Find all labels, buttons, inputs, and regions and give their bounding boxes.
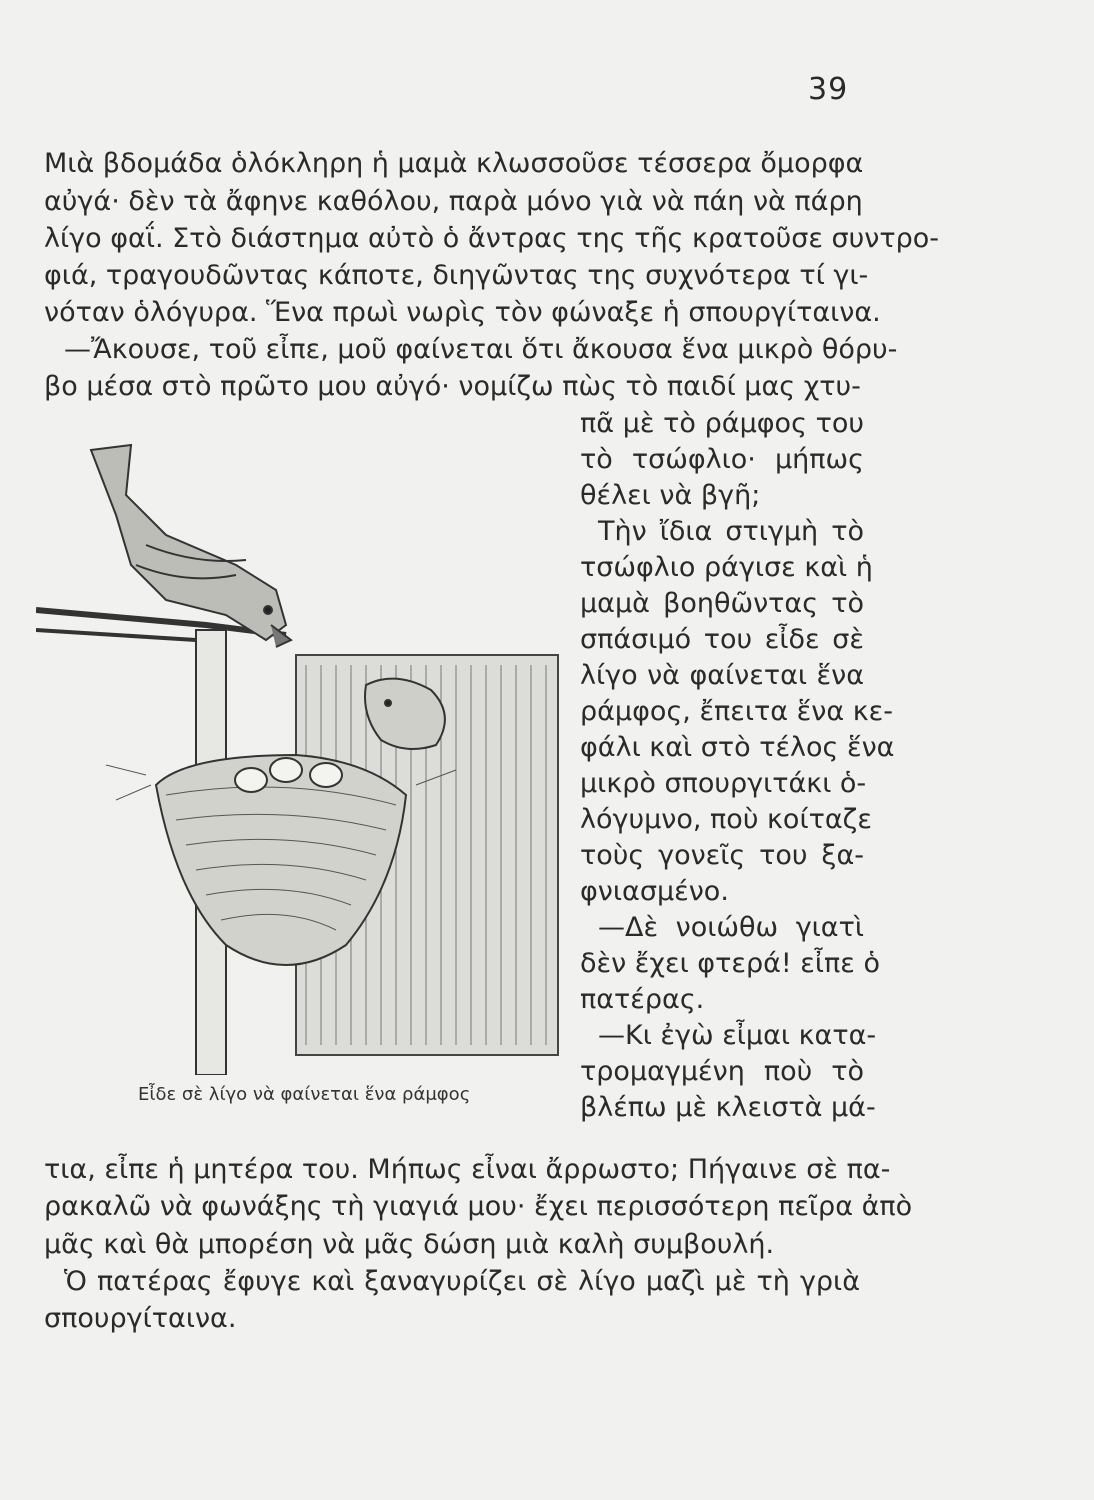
column-line: φάλι καὶ στὸ τέλος ἕνα [580, 732, 895, 763]
text-line: μᾶς καὶ θὰ μπορέση νὰ μᾶς δώση μιὰ καλὴ συμβουλή. [44, 1229, 775, 1260]
text-line: Ὁ πατέρας ἔφυγε καὶ ξαναγυρίζει σὲ λίγο μαζὶ μὲ τὴ γριὰ [64, 1266, 860, 1297]
page-number: 39 [808, 72, 849, 107]
column-line: τοὺς γονεῖς του ξα- [580, 840, 864, 871]
column-line: δὲν ἔχει φτερά! εἶπε ὁ [580, 948, 880, 979]
column-line: τσώφλιο ράγισε καὶ ἡ [580, 552, 873, 583]
column-line: βλέπω μὲ κλειστὰ μά- [580, 1092, 876, 1123]
column-line: τὸ τσώφλιο· μήπως [580, 444, 864, 475]
text-line: νόταν ὁλόγυρα. Ἕνα πρωὶ νωρὶς τὸν φώναξε ἡ σπουργίταινα. [44, 297, 881, 328]
column-line: πᾶ μὲ τὸ ράμφος του [580, 408, 864, 439]
column-line: λίγο νὰ φαίνεται ἕνα [580, 660, 864, 691]
column-line: —Δὲ νοιώθω γιατὶ [598, 912, 864, 943]
column-line: μικρὸ σπουργιτάκι ὁ- [580, 768, 867, 799]
text-line: φιά, τραγουδῶντας κάποτε, διηγῶντας της συχνότερα τί γι- [44, 260, 869, 291]
column-line: θέλει νὰ βγῆ; [580, 480, 761, 511]
column-line: ράμφος, ἔπειτα ἕνα κε- [580, 696, 893, 727]
text-line: σπουργίταινα. [44, 1303, 237, 1334]
column-line: —Κι ἐγὼ εἶμαι κατα- [598, 1020, 877, 1051]
text-line: ρακαλῶ νὰ φωνάξης τὴ γιαγιά μου· ἔχει περισσότερη πεῖρα ἀπὸ [44, 1191, 913, 1222]
text-line: —Ἄκουσε, τοῦ εἶπε, μοῦ φαίνεται ὅτι ἄκουσα ἕνα μικρὸ θόρυ- [64, 334, 898, 365]
column-line: φνιασμένο. [580, 876, 729, 907]
text-line: Μιὰ βδομάδα ὁλόκληρη ἡ μαμὰ κλωσσοῦσε τέσσερα ὄμορφα [44, 148, 864, 179]
column-line: Τὴν ἴδια στιγμὴ τὸ [598, 516, 864, 547]
column-line: σπάσιμό του εἶδε σὲ [580, 624, 864, 655]
text-line: βο μέσα στὸ πρῶτο μου αὐγό· νομίζω πὼς τὸ παιδί μας χτυ- [44, 371, 861, 402]
column-line: λόγυμνο, ποὺ κοίταζε [580, 804, 872, 835]
column-line: μαμὰ βοηθῶντας τὸ [580, 588, 864, 619]
column-line: τρομαγμένη ποὺ τὸ [580, 1056, 864, 1087]
text-line: λίγο φαΐ. Στὸ διάστημα αὐτὸ ὁ ἄντρας της τῆς κρατοῦσε συντρο- [44, 223, 939, 254]
column-line: πατέρας. [580, 984, 705, 1015]
illustration-caption: Εἶδε σὲ λίγο νὰ φαίνεται ἕνα ράμφος [138, 1084, 471, 1105]
text-line: τια, εἶπε ἡ μητέρα του. Μήπως εἶναι ἄρρωστο; Πήγαινε σὲ πα- [44, 1154, 891, 1185]
sparrow-nest-illustration [36, 425, 566, 1075]
text-line: αὐγά· δὲν τὰ ἄφηνε καθόλου, παρὰ μόνο γιὰ νὰ πάη νὰ πάρη [44, 186, 863, 217]
